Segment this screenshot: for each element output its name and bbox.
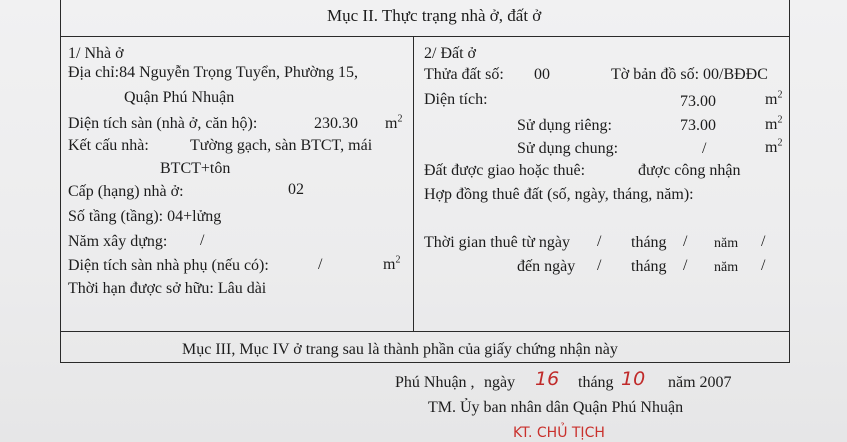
shared-use-label: Sử dụng chung: (517, 140, 619, 157)
footer-divider (60, 331, 790, 332)
allocation-value: được công nhận (638, 162, 741, 179)
private-use-value: 73.00 (680, 117, 716, 134)
lease-to-year-label: năm (714, 260, 739, 275)
issue-year: năm 2007 (668, 374, 732, 391)
aux-area-label: Diện tích sàn nhà phụ (nếu có): (68, 257, 269, 274)
signer-authority: TM. Ủy ban nhân dân Quận Phú Nhuận (428, 399, 684, 416)
section-title: Mục II. Thực trạng nhà ở, đất ở (327, 6, 542, 25)
lease-to-month: / (683, 257, 688, 274)
private-use-label: Sử dụng riêng: (517, 117, 612, 134)
lease-from-month-label: tháng (631, 234, 667, 251)
land-heading: 2/ Đất ở (424, 45, 477, 62)
header-divider (60, 36, 790, 37)
parcel-label: Thửa đất số: (424, 66, 504, 83)
ownership-term: Thời hạn được sở hữu: Lâu dài (68, 280, 267, 297)
aux-area-value: / (318, 256, 323, 273)
lease-contract-label: Hợp đồng thuê đất (số, ngày, tháng, năm): (424, 186, 694, 203)
column-divider (413, 36, 414, 332)
land-area-label: Diện tích: (424, 91, 488, 108)
issue-month-label: tháng (578, 374, 614, 391)
issue-date-label: ngày (484, 374, 516, 391)
house-heading: 1/ Nhà ở (68, 45, 124, 62)
lease-from-label: Thời gian thuê từ ngày (424, 234, 570, 251)
floor-area-unit: $m^2$ (385, 113, 403, 132)
aux-area-unit: $m^2$ (383, 254, 401, 273)
land-area-unit: $m^2$ (765, 89, 783, 108)
lease-from-year-label: năm (714, 236, 739, 251)
lease-from-day: / (597, 233, 602, 250)
grade-label: Cấp (hạng) nhà ở: (68, 183, 184, 200)
lease-from-month: / (683, 233, 688, 250)
issue-month-handwritten: 10 (621, 368, 646, 390)
shared-use-value: / (702, 140, 707, 157)
floor-area-label: Diện tích sàn (nhà ở, căn hộ): (68, 115, 258, 132)
structure-value-line2: BTCT+tôn (160, 160, 231, 177)
lease-to-label: đến ngày (517, 258, 576, 275)
floors-line: Số tầng (tầng): 04+lửng (68, 208, 222, 225)
issue-place: Phú Nhuận , (395, 374, 475, 391)
lease-to-month-label: tháng (631, 258, 667, 275)
shared-use-unit: $m^2$ (765, 137, 783, 156)
floor-area-value: 230.30 (314, 115, 358, 132)
land-area-value: 73.00 (680, 93, 716, 110)
continuation-note: Mục III, Mục IV ở trang sau là thành phần của giấy chứng nhận này (182, 341, 618, 358)
lease-from-year: / (761, 233, 766, 250)
build-year-value: / (200, 232, 205, 249)
signer-title-stamp: KT. CHỦ TỊCH (513, 425, 605, 441)
parcel-value: 00 (534, 66, 550, 83)
build-year-label: Năm xây dựng: (68, 233, 168, 250)
map-sheet: Tờ bản đồ số: 00/BĐĐC (611, 66, 768, 83)
structure-value-line1: Tường gạch, sàn BTCT, mái (190, 137, 373, 154)
structure-label: Kết cấu nhà: (68, 137, 149, 154)
allocation-label: Đất được giao hoặc thuê: (424, 162, 586, 179)
grade-value: 02 (288, 181, 304, 198)
house-address-line2: Quận Phú Nhuận (124, 89, 235, 106)
lease-to-day: / (597, 257, 602, 274)
lease-to-year: / (761, 257, 766, 274)
issue-day-handwritten: 16 (535, 368, 560, 390)
house-address-line1: Địa chỉ:84 Nguyễn Trọng Tuyển, Phường 15, (68, 64, 359, 81)
private-use-unit: $m^2$ (765, 114, 783, 133)
